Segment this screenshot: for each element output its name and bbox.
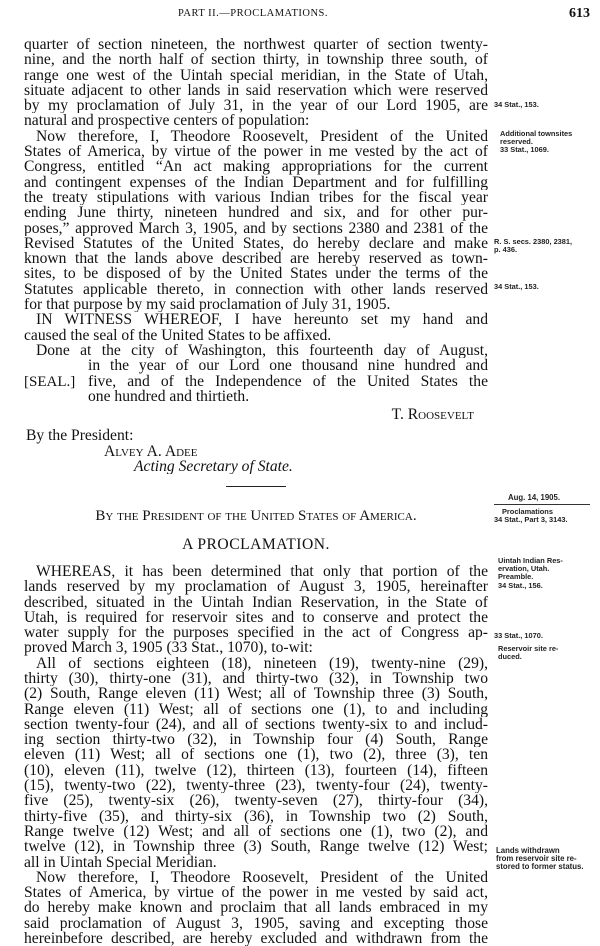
text-line: range one west of the Uintah special meridian, in the State of Utah, <box>24 67 488 83</box>
margin-note-line: reserved. <box>500 137 533 147</box>
text-line: section twenty-four (24), and all of sections twenty-six to and includ- <box>24 716 488 733</box>
body-text <box>24 37 488 946</box>
paragraph-done-at <box>24 343 488 404</box>
text-line: hereinbefore described, are hereby excluded and withdrawn from the <box>24 931 488 946</box>
page-number: 613 <box>569 6 590 21</box>
text-line: eleven (11) West; all of sections one (1), two (2), three (3), ten <box>24 747 488 763</box>
secretary-name: Alvey A. Adee <box>104 443 198 460</box>
text-line: proved March 3, 1905 (33 Stat., 1070), to-wit: <box>24 640 313 656</box>
margin-note-line: Uintah Indian Res- <box>498 556 563 565</box>
text-line: States of America, by virtue of the power in me vested by the act of <box>24 144 488 160</box>
text-line: Now therefore, I, Theodore Roosevelt, President of the United <box>36 128 488 145</box>
margin-note-line: stored to former status. <box>496 862 584 872</box>
text-line: all in Uintah Special Meridian. <box>24 854 217 870</box>
text-line: the treaty stipulations with various Indian tribes for the fiscal year <box>24 189 488 206</box>
proclamation-title: A PROCLAMATION. <box>182 536 330 552</box>
text-line: in the year of our Lord one thousand nine hundred and <box>88 358 488 374</box>
text-line: sites, to be disposed of by the United States under the terms of the <box>24 266 488 282</box>
margin-note <box>500 130 572 155</box>
text-line: ing section thirty-two (32), in Township four (4) South, Range <box>24 732 488 748</box>
text-line: situate adjacent to other lands in said reservation which were reserved <box>24 82 488 99</box>
text-line: Range eleven (11) West; all of sections one (1), to and including <box>24 701 488 717</box>
text-line: said proclamation of August 3, 1905, saving and excepting those <box>24 915 488 932</box>
text-line: WHEREAS, it has been determined that only that portion of the <box>36 563 488 580</box>
text-line: Statutes applicable thereto, in connection with other lands reserved <box>24 281 488 298</box>
margin-note-line: from reservoir site re- <box>496 854 577 864</box>
paragraph-continuation <box>24 37 488 129</box>
margin-note-line: Additional townsites <box>500 129 573 138</box>
paragraph-sections-list <box>24 656 488 870</box>
text-line: quarter of section nineteen, the northwest quarter of section twenty- <box>24 37 488 53</box>
proclamation-heading: By the President of the United States of America. <box>95 509 417 525</box>
text-line: States of America, by virtue of the power in me vested by said act, <box>24 885 488 901</box>
margin-rule <box>494 504 590 505</box>
text-line: and contingent expenses of the Indian Department and for fulfilling <box>24 174 488 190</box>
paragraph-now-therefore <box>24 129 488 313</box>
seal-mark: [SEAL.] <box>24 373 76 390</box>
margin-note-line: R. S. secs. 2380, 2381, <box>494 237 573 246</box>
margin-note <box>496 847 584 872</box>
text-line: described, situated in the Uintah Indian Reservation, in the State of <box>24 594 488 610</box>
text-line: caused the seal of the United States to be affixed. <box>24 327 332 343</box>
text-line: nine, and the north half of section thirty, in township three south, of <box>24 52 488 68</box>
text-line: thirty (30), thirty-one (31), and thirty-two (32), in Township two <box>24 670 488 687</box>
text-line: do hereby make known and proclaim that all lands embraced in my <box>24 900 488 916</box>
text-line: water supply for the purposes specified in the act of Congress ap- <box>24 625 488 641</box>
margin-note-line: 34 Stat., Part 3, 3143. <box>494 515 568 525</box>
section-divider <box>226 486 286 487</box>
text-line: All of sections eighteen (18), nineteen (19), twenty-nine (29), <box>36 655 488 671</box>
text-line: (2) South, Range eleven (11) West; all of Township three (3) South, <box>24 686 488 702</box>
text-line: Congress, entitled “An act making appropriations for the current <box>24 159 488 175</box>
margin-note-line: 34 Stat., 156. <box>498 580 543 590</box>
text-line: for that purpose by my said proclamation of July 31, 1905. <box>24 297 391 313</box>
margin-note: 33 Stat., 1070. <box>494 631 543 640</box>
running-head: PART II.—PROCLAMATIONS. <box>178 8 329 19</box>
text-line: (15), twenty-two (22), twenty-three (23), twenty-four (24), twenty- <box>24 778 488 794</box>
text-line: Range twelve (12) West; and all of sections one (1), two (2), and <box>24 823 488 840</box>
margin-note-line: Preamble. <box>498 572 534 582</box>
text-line: by my proclamation of July 31, in the year of our Lord 1905, are <box>24 98 488 114</box>
text-line: known that the lands above described are hereby reserved as town- <box>24 251 488 267</box>
margin-note-line: ervation, Utah. <box>498 564 550 574</box>
margin-date: Aug. 14, 1905. <box>508 493 561 502</box>
text-line: ending June thirty, nineteen hundred and six, and for other pur- <box>24 205 488 221</box>
text-line: five, and of the Independence of the United States the <box>88 373 488 389</box>
margin-note-line: duced. <box>498 652 522 662</box>
text-line: Revised Statutes of the United States, do hereby declare and make <box>24 235 488 252</box>
margin-note-line: Reservoir site re- <box>498 644 559 653</box>
text-line: natural and prospective centers of population: <box>24 113 310 129</box>
text-line: one hundred and thirtieth. <box>88 388 250 405</box>
margin-note <box>494 508 568 524</box>
text-line: five (25), twenty-six (26), twenty-seven (27), thirty-four (34), <box>24 793 488 809</box>
by-the-president: By the President: <box>26 428 134 444</box>
margin-note-line: Lands withdrawn <box>496 846 560 855</box>
margin-note-line: Proclamations <box>502 507 553 516</box>
margin-note-line: 33 Stat., 1069. <box>500 145 549 155</box>
text-line: twelve (12), in Township three (3) South, Range twelve (12) West; <box>24 839 488 855</box>
text-line: poses,” approved March 3, 1905, and by sections 2380 and 2381 of the <box>24 220 488 236</box>
margin-note: 34 Stat., 153. <box>494 282 539 291</box>
margin-note <box>494 238 572 254</box>
text-line: thirty-five (35), and thirty-six (36), in Township two (2) South, <box>24 808 488 824</box>
margin-note-line: p. 436. <box>494 245 518 255</box>
paragraph-now-therefore-2 <box>24 870 488 946</box>
text-line: IN WITNESS WHEREOF, I have hereunto set my hand and <box>36 312 488 328</box>
text-line: Utah, is required for reservoir sites and to conserve and protect the <box>24 609 488 626</box>
margin-note <box>498 645 558 661</box>
secretary-title: Acting Secretary of State. <box>134 459 293 475</box>
signature: T. Roosevelt <box>391 407 474 423</box>
text-line: (10), eleven (11), twelve (12), thirteen (13), fourteen (14), fifteen <box>24 762 488 779</box>
paragraph-whereas <box>24 564 488 656</box>
page-header <box>0 6 600 26</box>
text-line: Done at the city of Washington, this fourteenth day of August, <box>36 342 488 359</box>
text-line: lands reserved by my proclamation of August 3, 1905, hereinafter <box>24 579 488 595</box>
paragraph-witness <box>24 312 488 343</box>
margin-note: 34 Stat., 153. <box>494 100 539 109</box>
text-line: Now therefore, I, Theodore Roosevelt, President of the United <box>36 869 488 886</box>
margin-note <box>498 557 563 590</box>
